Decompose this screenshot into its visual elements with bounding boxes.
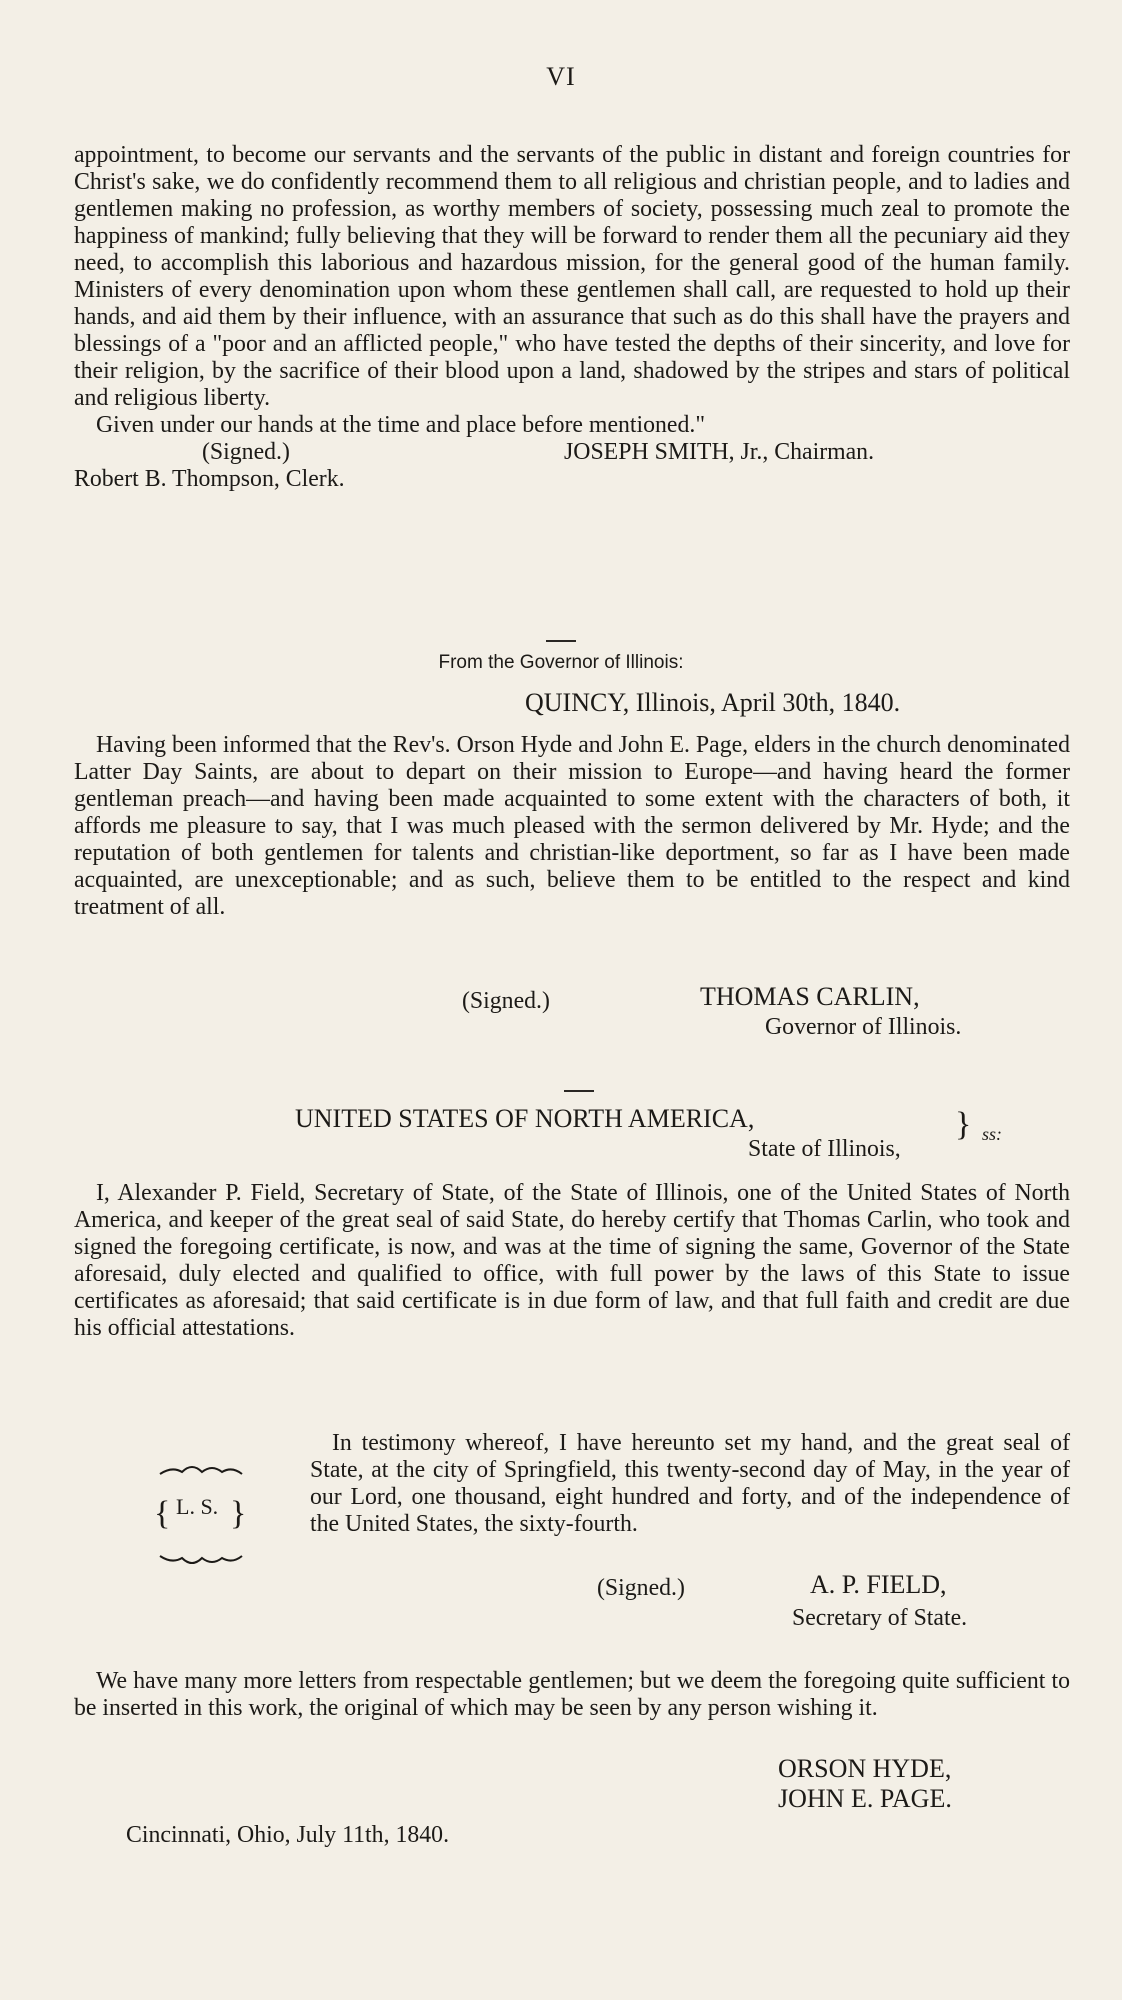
closing-body: We have many more letters from respectable gentlemen; but we deem the foregoing quite sufficient to be inserted in this work, the original of which may be seen by any person wishing it. xyxy=(74,1668,1070,1721)
certificate-ss: ss: xyxy=(982,1124,1003,1144)
page-number: VI xyxy=(546,62,576,91)
letter-1-clerk: Robert B. Thompson, Clerk. xyxy=(74,466,345,492)
divider-rule-1 xyxy=(546,640,576,642)
letter-2-dateline: QUINCY, Illinois, April 30th, 1840. xyxy=(525,688,901,717)
letter-1-given: Given under our hands at the time and place before mentioned." xyxy=(96,412,706,438)
certificate-state: State of Illinois, xyxy=(748,1136,901,1162)
letter-2-signed: (Signed.) xyxy=(462,988,550,1014)
letter-1-signature-line xyxy=(74,439,1070,466)
closing-name-1: ORSON HYDE, xyxy=(778,1754,952,1783)
letter-1-signer: JOSEPH SMITH, Jr., Chairman. xyxy=(564,439,875,465)
brace-icon: } xyxy=(955,1106,972,1143)
letter-2-signer: THOMAS CARLIN, xyxy=(700,982,920,1011)
letter-2-from: From the Governor of Illinois: xyxy=(438,652,684,673)
certificate-heading: UNITED STATES OF NORTH AMERICA, xyxy=(295,1104,755,1133)
seal-label: L. S. xyxy=(176,1494,219,1519)
certificate-body-block xyxy=(74,1180,1070,1342)
certificate-signer: A. P. FIELD, xyxy=(810,1570,947,1599)
letter-1 xyxy=(74,142,1070,493)
certificate-signed: (Signed.) xyxy=(597,1575,685,1601)
certificate-testimony: In testimony whereof, I have hereunto set my hand, and the great seal of State, at the city of Springfield, this twenty-second day of May, in the year of our Lord, one thousand, eight hundred and forty, and of the independence of the United States, the sixty-fourth. xyxy=(310,1430,1070,1537)
letter-2-title: Governor of Illinois. xyxy=(765,1014,962,1040)
certificate-title: Secretary of State. xyxy=(792,1605,968,1631)
letter-2 xyxy=(74,732,1070,921)
seal-icon xyxy=(150,1460,250,1570)
letter-2-body: Having been informed that the Rev's. Orson Hyde and John E. Page, elders in the church denominated Latter Day Saints, are about to depart on their mission to Europe—and having heard the former gentleman preach—and having been made acquainted to some extent with the characters of both, it affords me pleasure to say, that I was much pleased with the sermon delivered by Mr. Hyde; and the reputation of both gentlemen for talents and christian-like deportment, so far as I have been made acquainted, are unexceptionable; and as such, believe them to be entitled to the respect and kind treatment of all. xyxy=(74,732,1070,920)
letter-1-body: appointment, to become our servants and the servants of the public in distant and foreign countries for Christ's sake, we do confidently recommend them to all religious and christian people, and to ladies and gentlemen making no profession, as worthy members of society, possessing much zeal to promote the happiness of mankind; fully believing that they will be forward to render them all the pecuniary aid they need, to accomplish this laborious and hazardous mission, for the general good of the human family. Ministers of every denomination upon whom these gentlemen shall call, are requested to hold up their hands, and aid them by their influence, with an assurance that such as do this shall have the prayers and blessings of a "poor and an afflicted people," who have tested the depths of their sincerity, and love for their religion, by the sacrifice of their blood upon a land, shadowed by the stripes and stars of political and religious liberty. xyxy=(74,142,1070,411)
closing-name-2: JOHN E. PAGE. xyxy=(778,1784,952,1813)
certificate-body: I, Alexander P. Field, Secretary of State, of the State of Illinois, one of the United States of North America, and keeper of the great seal of said State, do hereby certify that Thomas Carlin, who took and signed the foregoing certificate, is now, and was at the time of signing the same, Governor of the State aforesaid, duly elected and qualified to office, with full power by the laws of this State to issue certificates as aforesaid; that said certificate is in due form of law, and that full faith and credit are due his official attestations. xyxy=(74,1180,1070,1341)
certificate-testimony-block xyxy=(310,1430,1070,1538)
svg-text:}: } xyxy=(230,1495,247,1532)
letter-1-signed: (Signed.) xyxy=(202,439,290,465)
svg-text:{: { xyxy=(154,1495,171,1532)
closing-place-date: Cincinnati, Ohio, July 11th, 1840. xyxy=(126,1822,450,1848)
divider-rule-2 xyxy=(564,1090,594,1092)
closing-block xyxy=(74,1668,1070,1722)
